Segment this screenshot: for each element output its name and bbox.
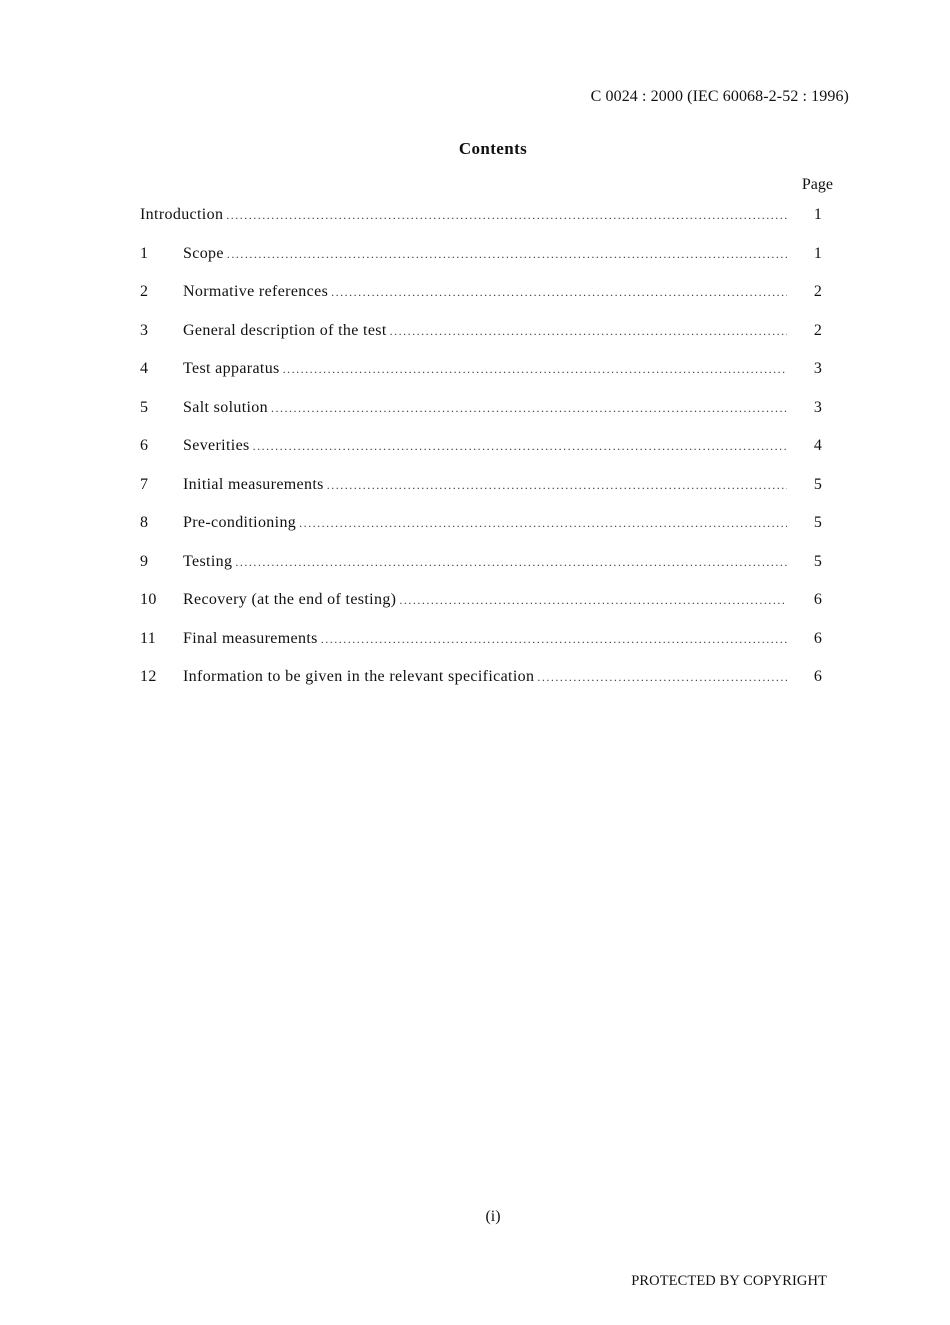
toc-entry[interactable] <box>140 627 833 651</box>
toc-entry[interactable] <box>140 511 833 535</box>
toc-title-wrap <box>183 434 787 458</box>
toc-title-wrap <box>183 473 787 497</box>
toc-title-wrap <box>183 511 787 535</box>
toc-entry[interactable] <box>140 588 833 612</box>
toc-leader-dots <box>226 203 787 227</box>
toc-entry[interactable] <box>140 396 833 420</box>
toc-entry-page: 6 <box>813 668 823 685</box>
toc-entry-page: 6 <box>813 629 823 647</box>
page-column-label: Page <box>801 176 833 193</box>
toc-entry-title: Initial measurements <box>183 475 324 493</box>
toc-entry-number: 7 <box>140 475 149 493</box>
toc-entry-title: General description of the test <box>183 321 387 339</box>
toc-title-wrap <box>140 203 787 227</box>
toc-leader-dots <box>227 242 787 266</box>
toc-leader-dots <box>327 473 787 497</box>
contents-heading: Contents <box>458 139 528 158</box>
toc-title-wrap <box>183 242 787 266</box>
toc-title-wrap <box>183 280 787 304</box>
toc-entry-number: 11 <box>140 629 157 647</box>
toc-entry-number: 1 <box>140 244 149 262</box>
toc-entry-title: Information to be given in the relevant specification <box>183 668 535 685</box>
toc-title-wrap <box>183 357 787 381</box>
toc-leader-dots <box>253 434 787 458</box>
toc-entry-page: 3 <box>813 398 823 416</box>
toc-entry-title: Test apparatus <box>183 360 280 377</box>
toc-entry-title: Pre-conditioning <box>183 514 297 531</box>
toc-leader-dots <box>331 280 787 304</box>
toc-entry[interactable] <box>140 473 833 497</box>
toc-entry[interactable] <box>140 242 833 266</box>
toc-entry-page: 5 <box>813 514 823 531</box>
toc-entry-title: Salt solution <box>183 398 269 416</box>
toc-entry[interactable] <box>140 319 833 343</box>
toc-entry-page: 4 <box>813 437 823 454</box>
toc-entry-title: Testing <box>183 552 233 570</box>
toc-leader-dots <box>271 396 787 420</box>
toc-entry-introduction[interactable] <box>140 203 833 227</box>
toc-entry-number: 4 <box>140 360 149 377</box>
toc-leader-dots <box>390 319 787 343</box>
toc-entry-page: 5 <box>813 552 823 570</box>
toc-entry-page: 6 <box>813 591 823 608</box>
toc-entry-page: 1 <box>813 244 823 262</box>
footer-page-number: (i) <box>485 1208 501 1225</box>
toc-entry-number: 2 <box>140 283 149 300</box>
toc-leader-dots <box>399 588 787 612</box>
toc-entry-number: 3 <box>140 321 149 339</box>
toc-title-wrap <box>183 396 787 420</box>
toc-title-wrap <box>183 319 787 343</box>
toc-entry[interactable] <box>140 550 833 574</box>
toc-title-wrap <box>183 665 787 689</box>
toc-entry-title: Recovery (at the end of testing) <box>183 591 397 608</box>
toc-entry-page: 2 <box>813 321 823 339</box>
toc-entry[interactable] <box>140 280 833 304</box>
toc-entry-number: 12 <box>140 668 157 685</box>
toc-title-wrap <box>183 588 787 612</box>
toc-leader-dots <box>283 357 787 381</box>
toc-leader-dots <box>299 511 787 535</box>
toc-entry-title: Introduction <box>140 206 224 223</box>
toc-entry-title: Final measurements <box>183 629 318 647</box>
toc-entry-title: Normative references <box>183 283 329 300</box>
toc-entry[interactable] <box>140 665 833 689</box>
toc-entry-page: 2 <box>813 283 823 300</box>
toc-entry[interactable] <box>140 357 833 381</box>
copyright-notice: PROTECTED BY COPYRIGHT <box>631 1273 827 1289</box>
toc-leader-dots <box>537 665 787 689</box>
toc-entry-page: 1 <box>813 206 823 223</box>
toc-entry-number: 5 <box>140 398 149 416</box>
toc-entry-number: 9 <box>140 552 149 570</box>
toc-leader-dots <box>321 627 787 651</box>
toc-entry[interactable] <box>140 434 833 458</box>
toc-entry-number: 6 <box>140 437 149 454</box>
toc-entry-page: 3 <box>813 360 823 377</box>
toc-entry-title: Severities <box>183 437 250 454</box>
toc-title-wrap <box>183 627 787 651</box>
toc-entry-page: 5 <box>813 475 823 493</box>
toc-entry-number: 10 <box>140 591 157 608</box>
toc-title-wrap <box>183 550 787 574</box>
toc-entry-number: 8 <box>140 514 149 531</box>
toc-entry-title: Scope <box>183 244 224 262</box>
document-id: C 0024 : 2000 (IEC 60068-2-52 : 1996) <box>590 88 849 105</box>
toc-leader-dots <box>235 550 787 574</box>
